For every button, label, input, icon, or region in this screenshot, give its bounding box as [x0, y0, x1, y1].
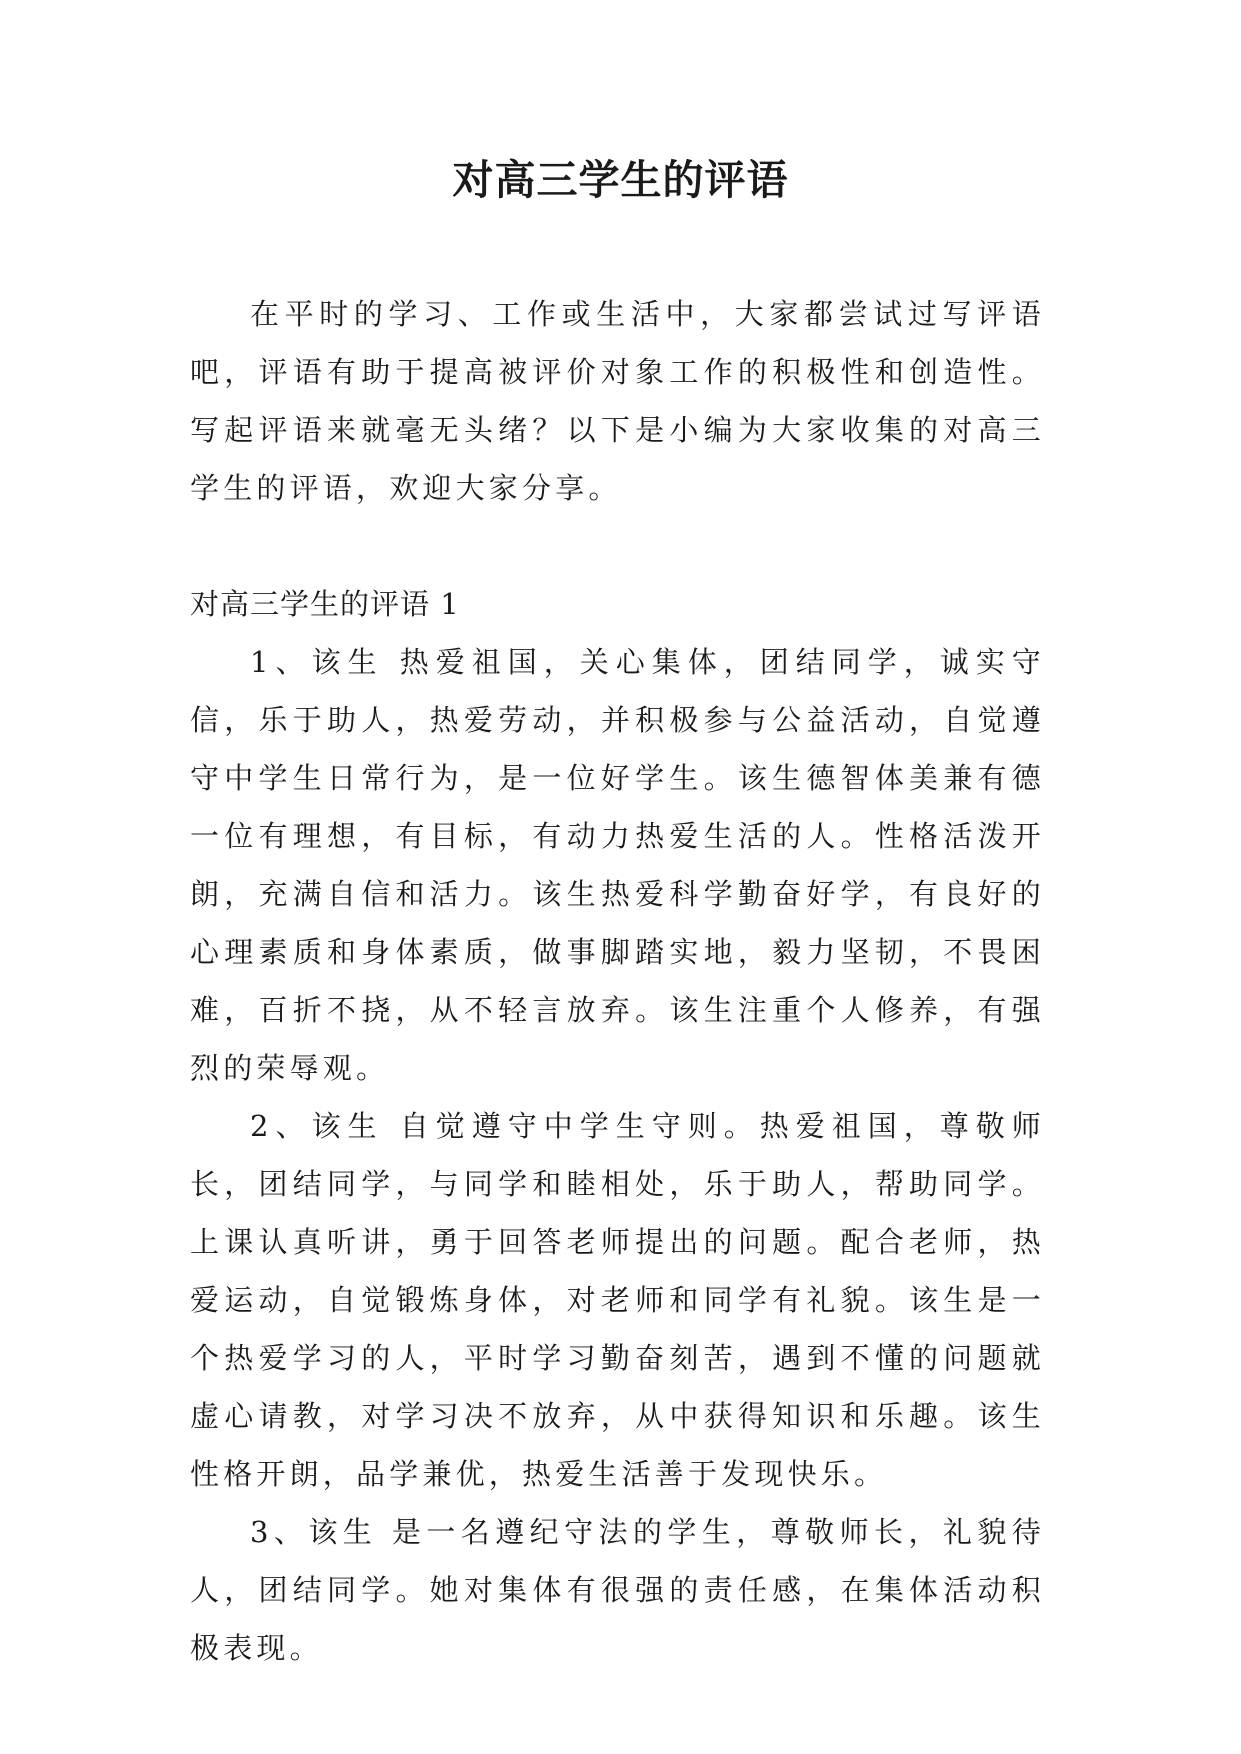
- section-heading: 对高三学生的评语 1: [190, 587, 460, 621]
- comment-paragraph-1: 1、该生 热爱祖国，关心集体，团结同学，诚实守信，乐于助人，热爱劳动，并积极参与公益活动，自觉遵守中学生日常行为，是一位好学生。该生德智体美兼有德一位有理想，有目标，有动力热爱生活的人。性格活泼开朗，充满自信和活力。该生热爱科学勤奋好学，有良好的心理素质和身体素质，做事脚踏实地，毅力坚韧，不畏困难，百折不挠，从不轻言放弃。该生注重个人修养，有强烈的荣辱观。: [190, 645, 1045, 1085]
- intro-paragraph: 在平时的学习、工作或生活中，大家都尝试过写评语吧，评语有助于提高被评价对象工作的积极性和创造性。写起评语来就毫无头绪？以下是小编为大家收集的对高三学生的评语，欢迎大家分享。: [190, 297, 1045, 505]
- document-body: [190, 285, 1045, 1677]
- document-title: 对高三学生的评语: [452, 156, 789, 204]
- spacer: [190, 517, 1045, 575]
- comment-paragraph-2: 2、该生 自觉遵守中学生守则。热爱祖国，尊敬师长，团结同学，与同学和睦相处，乐于助人，帮助同学。上课认真听讲，勇于回答老师提出的问题。配合老师，热爱运动，自觉锻炼身体，对老师和同学有礼貌。该生是一个热爱学习的人，平时学习勤奋刻苦，遇到不懂的问题就虚心请教，对学习决不放弃，从中获得知识和乐趣。该生性格开朗，品学兼优，热爱生活善于发现快乐。: [190, 1109, 1045, 1491]
- comment-paragraph-3: 3、该生 是一名遵纪守法的学生，尊敬师长，礼貌待人，团结同学。她对集体有很强的责任感，在集体活动积极表现。: [190, 1515, 1045, 1665]
